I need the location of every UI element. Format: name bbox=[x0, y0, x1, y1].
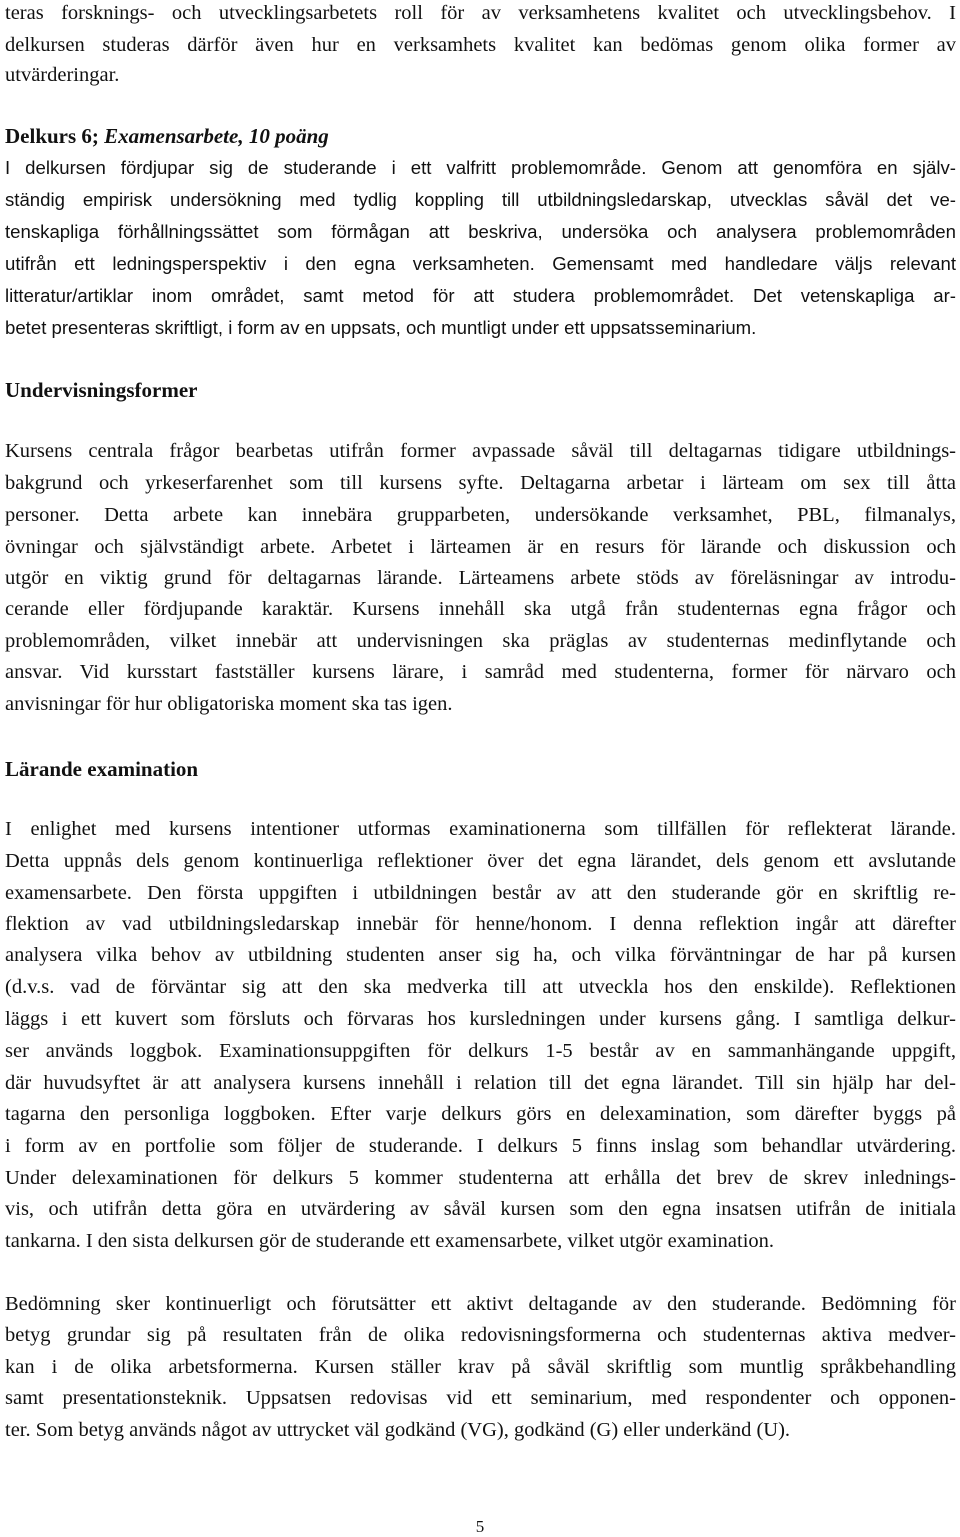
text-line: Detta uppnås dels genom kontinuerliga reflektioner över det egna lärandet, dels genom ett avslutande bbox=[5, 850, 956, 872]
text-line: utgör en viktig grund för deltagarnas lärande. Lärteamens arbete stöds av föreläsningar av introdu- bbox=[5, 567, 956, 589]
page-number: 5 bbox=[475, 1517, 485, 1536]
text-line: utvärderingar. bbox=[5, 64, 120, 86]
text-line: (d.v.s. vad de förväntar sig att den ska medverka till att utveckla hos den enskilde). Reflektionen bbox=[5, 976, 956, 998]
text-line: teras forsknings- och utvecklingsarbetets roll för av verksamhetens kvalitet och utvecklingsbehov. I bbox=[5, 2, 956, 24]
text-line: ansvar. Vid kursstart fastställer kursens lärare, i samråd med studenterna, former för närvaro och bbox=[5, 661, 956, 683]
examination-heading: Lärande examination bbox=[5, 757, 199, 781]
text-line: kan i de olika arbetsformerna. Kursen ställer krav på såväl skriftlig som muntlig språkbehandling bbox=[5, 1356, 956, 1378]
text-line: ter. Som betyg används något av uttrycket väl godkänd (VG), godkänd (G) eller underkänd (U). bbox=[5, 1419, 791, 1441]
text-line: Kursens centrala frågor bearbetas utifrån former avpassade såväl till deltagarnas tidigare utbildnings- bbox=[5, 440, 956, 462]
text-line: tenskapliga förhållningssättet som förmågan att beskriva, undersöka och analysera problemområden bbox=[5, 221, 956, 242]
text-line: utifrån ett ledningsperspektiv i den egna verksamheten. Gemensamt med handledare väljs relevant bbox=[5, 253, 956, 274]
text-line: problemområden, vilket innebär att undervisningen ska präglas av studenternas medinflytande och bbox=[5, 630, 956, 652]
text-line: där huvudsyftet är att analysera kursens innehåll i relation till det egna lärandet. Till sin hjälp har del- bbox=[5, 1072, 956, 1094]
text-line: anvisningar för hur obligatoriska moment ska tas igen. bbox=[5, 693, 453, 715]
text-line: Under delexaminationen för delkurs 5 kommer studenterna att erhålla det brev de skrev inlednings- bbox=[5, 1167, 956, 1189]
text-line: cerande eller fördjupande karaktär. Kursens innehåll ska utgå från studenternas egna frågor och bbox=[5, 598, 956, 620]
text-line: delkursen studeras därför även hur en verksamhets kvalitet kan bedömas genom olika former av bbox=[5, 34, 956, 56]
text-line: vis, och utifrån detta göra en utvärdering av såväl kursen som den egna insatsen utifrån de initiala bbox=[5, 1198, 956, 1220]
text-line: analysera vilka behov av utbildning studenten anser sig ha, och vilka förväntningar de har på kursen bbox=[5, 944, 956, 966]
text-line: ser används loggbok. Examinationsuppgiften för delkurs 1-5 består av en sammanhängande uppgift, bbox=[5, 1040, 956, 1062]
text-line: läggs i ett kuvert som försluts och förvaras hos kursledningen under kursens gång. I samtliga delkur- bbox=[5, 1008, 956, 1030]
text-line: ständig empirisk undersökning med tydlig koppling till utbildningsledarskap, utvecklas såväl det ve- bbox=[5, 189, 956, 210]
text-line: betet presenteras skriftligt, i form av en uppsats, och muntligt under ett uppsatsseminarium. bbox=[5, 317, 757, 338]
text-line: Bedömning sker kontinuerligt och förutsätter ett aktivt deltagande av den studerande. Bedömning för bbox=[5, 1293, 956, 1315]
text-line: samt presentationsteknik. Uppsatsen redovisas vid ett seminarium, med respondenter och opponen- bbox=[5, 1387, 956, 1409]
text-line: betyg grundar sig på resultaten från de olika redovisningsformerna och studenternas aktiva medver- bbox=[5, 1324, 956, 1346]
heading-title: Examensarbete, 10 poäng bbox=[104, 124, 329, 148]
text-line: tagarna den personliga loggboken. Efter varje delkurs görs en delexamination, som därefter byggs på bbox=[5, 1103, 956, 1125]
text-line: litteratur/artiklar inom området, samt metod för att studera problemområdet. Det vetenskapliga ar- bbox=[5, 285, 956, 306]
text-line: examensarbete. Den första uppgiften i utbildningen består av att den studerande gör en skriftlig re- bbox=[5, 882, 956, 904]
text-line: tankarna. I den sista delkursen gör de studerande ett examensarbete, vilket utgör examination. bbox=[5, 1230, 775, 1252]
text-line: övningar och självständigt arbete. Arbetet i lärteamen är en resurs för lärande och diskussion och bbox=[5, 536, 956, 558]
text-line: i form av en portfolie som följer de studerande. I delkurs 5 finns inslag som behandlar utvärdering. bbox=[5, 1135, 956, 1157]
undervisning-heading: Undervisningsformer bbox=[5, 378, 198, 402]
text-line: I enlighet med kursens intentioner utformas examinationerna som tillfällen för reflekterat lärande. bbox=[5, 818, 956, 840]
heading-prefix: Delkurs 6; bbox=[5, 124, 105, 148]
text-line: flektion av vad utbildningsledarskap innebär för henne/honom. I denna reflektion ingår att därefter bbox=[5, 913, 956, 935]
delkurs6-heading bbox=[5, 124, 329, 149]
text-line: personer. Detta arbete kan innebära grupparbeten, undersökande verksamhet, PBL, filmanalys, bbox=[5, 504, 956, 526]
text-line: I delkursen fördjupar sig de studerande i ett valfritt problemområde. Genom att genomföra en själv- bbox=[5, 157, 956, 178]
text-line: bakgrund och yrkeserfarenhet som till kursens syfte. Deltagarna arbetar i lärteam om sex till åtta bbox=[5, 472, 956, 494]
